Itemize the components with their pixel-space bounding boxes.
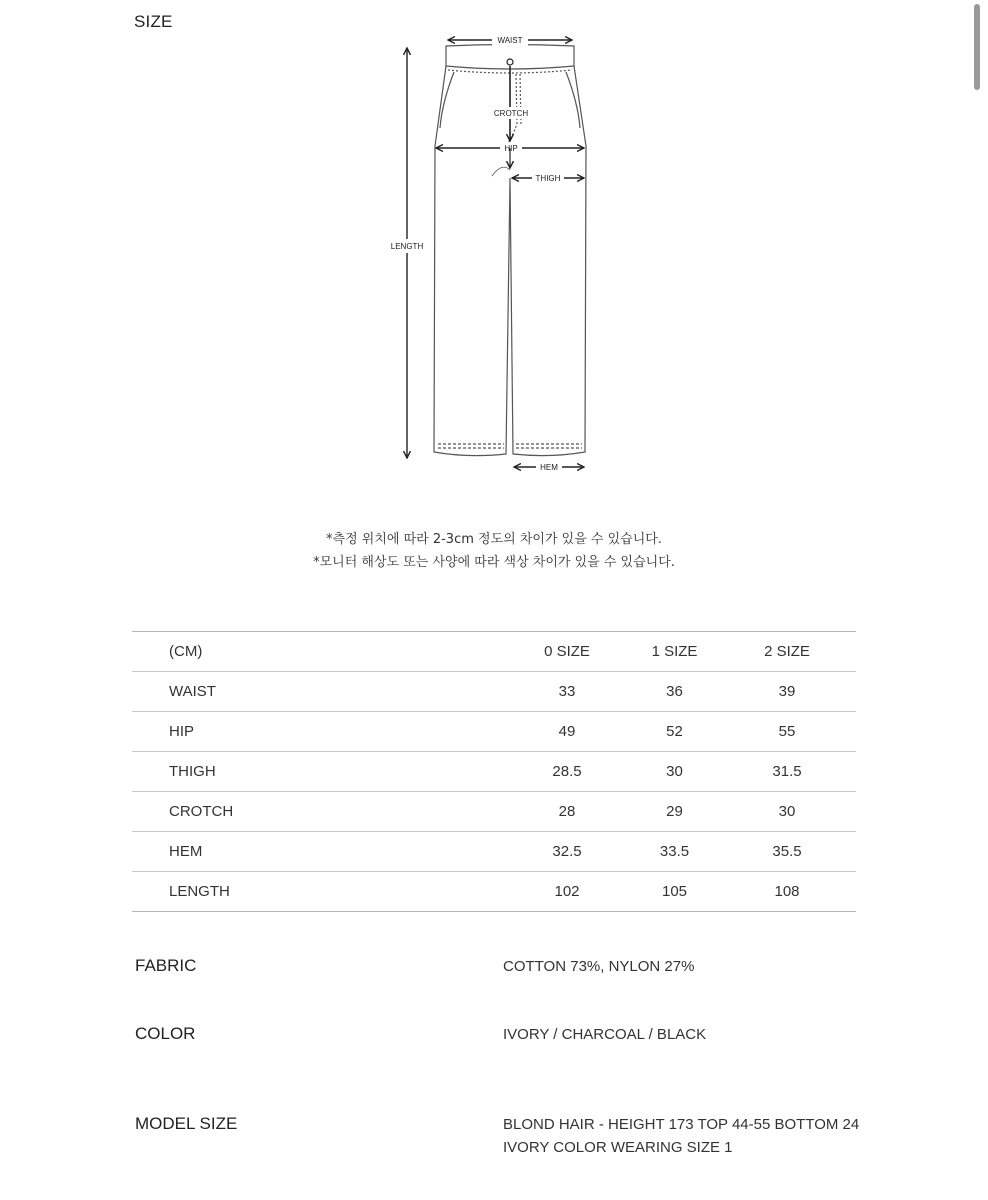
model-size-line: IVORY COLOR WEARING SIZE 1 [503, 1139, 733, 1156]
note-line: *측정 위치에 따라 2-3cm 정도의 차이가 있을 수 있습니다. [326, 532, 662, 547]
table-row [132, 712, 856, 752]
scrollbar-thumb[interactable] [974, 4, 980, 90]
table-cell: 52 [617, 712, 732, 752]
table-cell: 49 [469, 712, 617, 752]
row-label: HEM [132, 832, 469, 872]
table-row [132, 752, 856, 792]
table-cell: 28.5 [469, 752, 617, 792]
table-cell: 35.5 [732, 832, 842, 872]
crotch-label: CROTCH [493, 109, 529, 118]
table-row [132, 672, 856, 712]
row-label: WAIST [132, 672, 469, 712]
row-label: HIP [132, 712, 469, 752]
table-cell: 28 [469, 792, 617, 832]
unit-header: (CM) [132, 632, 469, 672]
hem-label: HEM [540, 463, 558, 472]
table-cell: 39 [732, 672, 842, 712]
table-cell: 29 [617, 792, 732, 832]
table-cell: 36 [617, 672, 732, 712]
table-cell: 55 [732, 712, 842, 752]
table-cell: 102 [469, 872, 617, 912]
table-header-row [132, 632, 856, 672]
table-cell: 108 [732, 872, 842, 912]
model-size-line: BLOND HAIR - HEIGHT 173 TOP 44-55 BOTTOM 24 [503, 1116, 860, 1133]
color-value: IVORY / CHARCOAL / BLACK [503, 1026, 707, 1043]
table-row [132, 792, 856, 832]
table-cell: 33.5 [617, 832, 732, 872]
table-cell: 30 [732, 792, 842, 832]
measurement-notes [0, 528, 988, 574]
fabric-value: COTTON 73%, NYLON 27% [503, 958, 695, 975]
model-size-label: MODEL SIZE [135, 1114, 238, 1133]
table-row [132, 832, 856, 872]
thigh-label: THIGH [535, 174, 561, 183]
size-section-title: SIZE [134, 12, 173, 31]
table-cell: 31.5 [732, 752, 842, 792]
table-row [132, 872, 856, 912]
size-column-header: 2 SIZE [732, 632, 842, 672]
hip-label: HIP [504, 144, 518, 153]
model-size-value [503, 1113, 859, 1159]
row-label: LENGTH [132, 872, 469, 912]
size-chart-table [132, 631, 856, 912]
fabric-label: FABRIC [135, 956, 197, 975]
color-label: COLOR [135, 1024, 196, 1043]
row-label: CROTCH [132, 792, 469, 832]
size-column-header: 1 SIZE [617, 632, 732, 672]
table-cell: 105 [617, 872, 732, 912]
length-label: LENGTH [390, 242, 424, 251]
table-cell: 33 [469, 672, 617, 712]
size-column-header: 0 SIZE [469, 632, 617, 672]
note-line: *모니터 해상도 또는 사양에 따라 색상 차이가 있을 수 있습니다. [313, 555, 675, 570]
table-cell: 32.5 [469, 832, 617, 872]
table-cell: 30 [617, 752, 732, 792]
pants-measurement-diagram [380, 28, 600, 478]
row-label: THIGH [132, 752, 469, 792]
waist-label: WAIST [497, 36, 523, 45]
